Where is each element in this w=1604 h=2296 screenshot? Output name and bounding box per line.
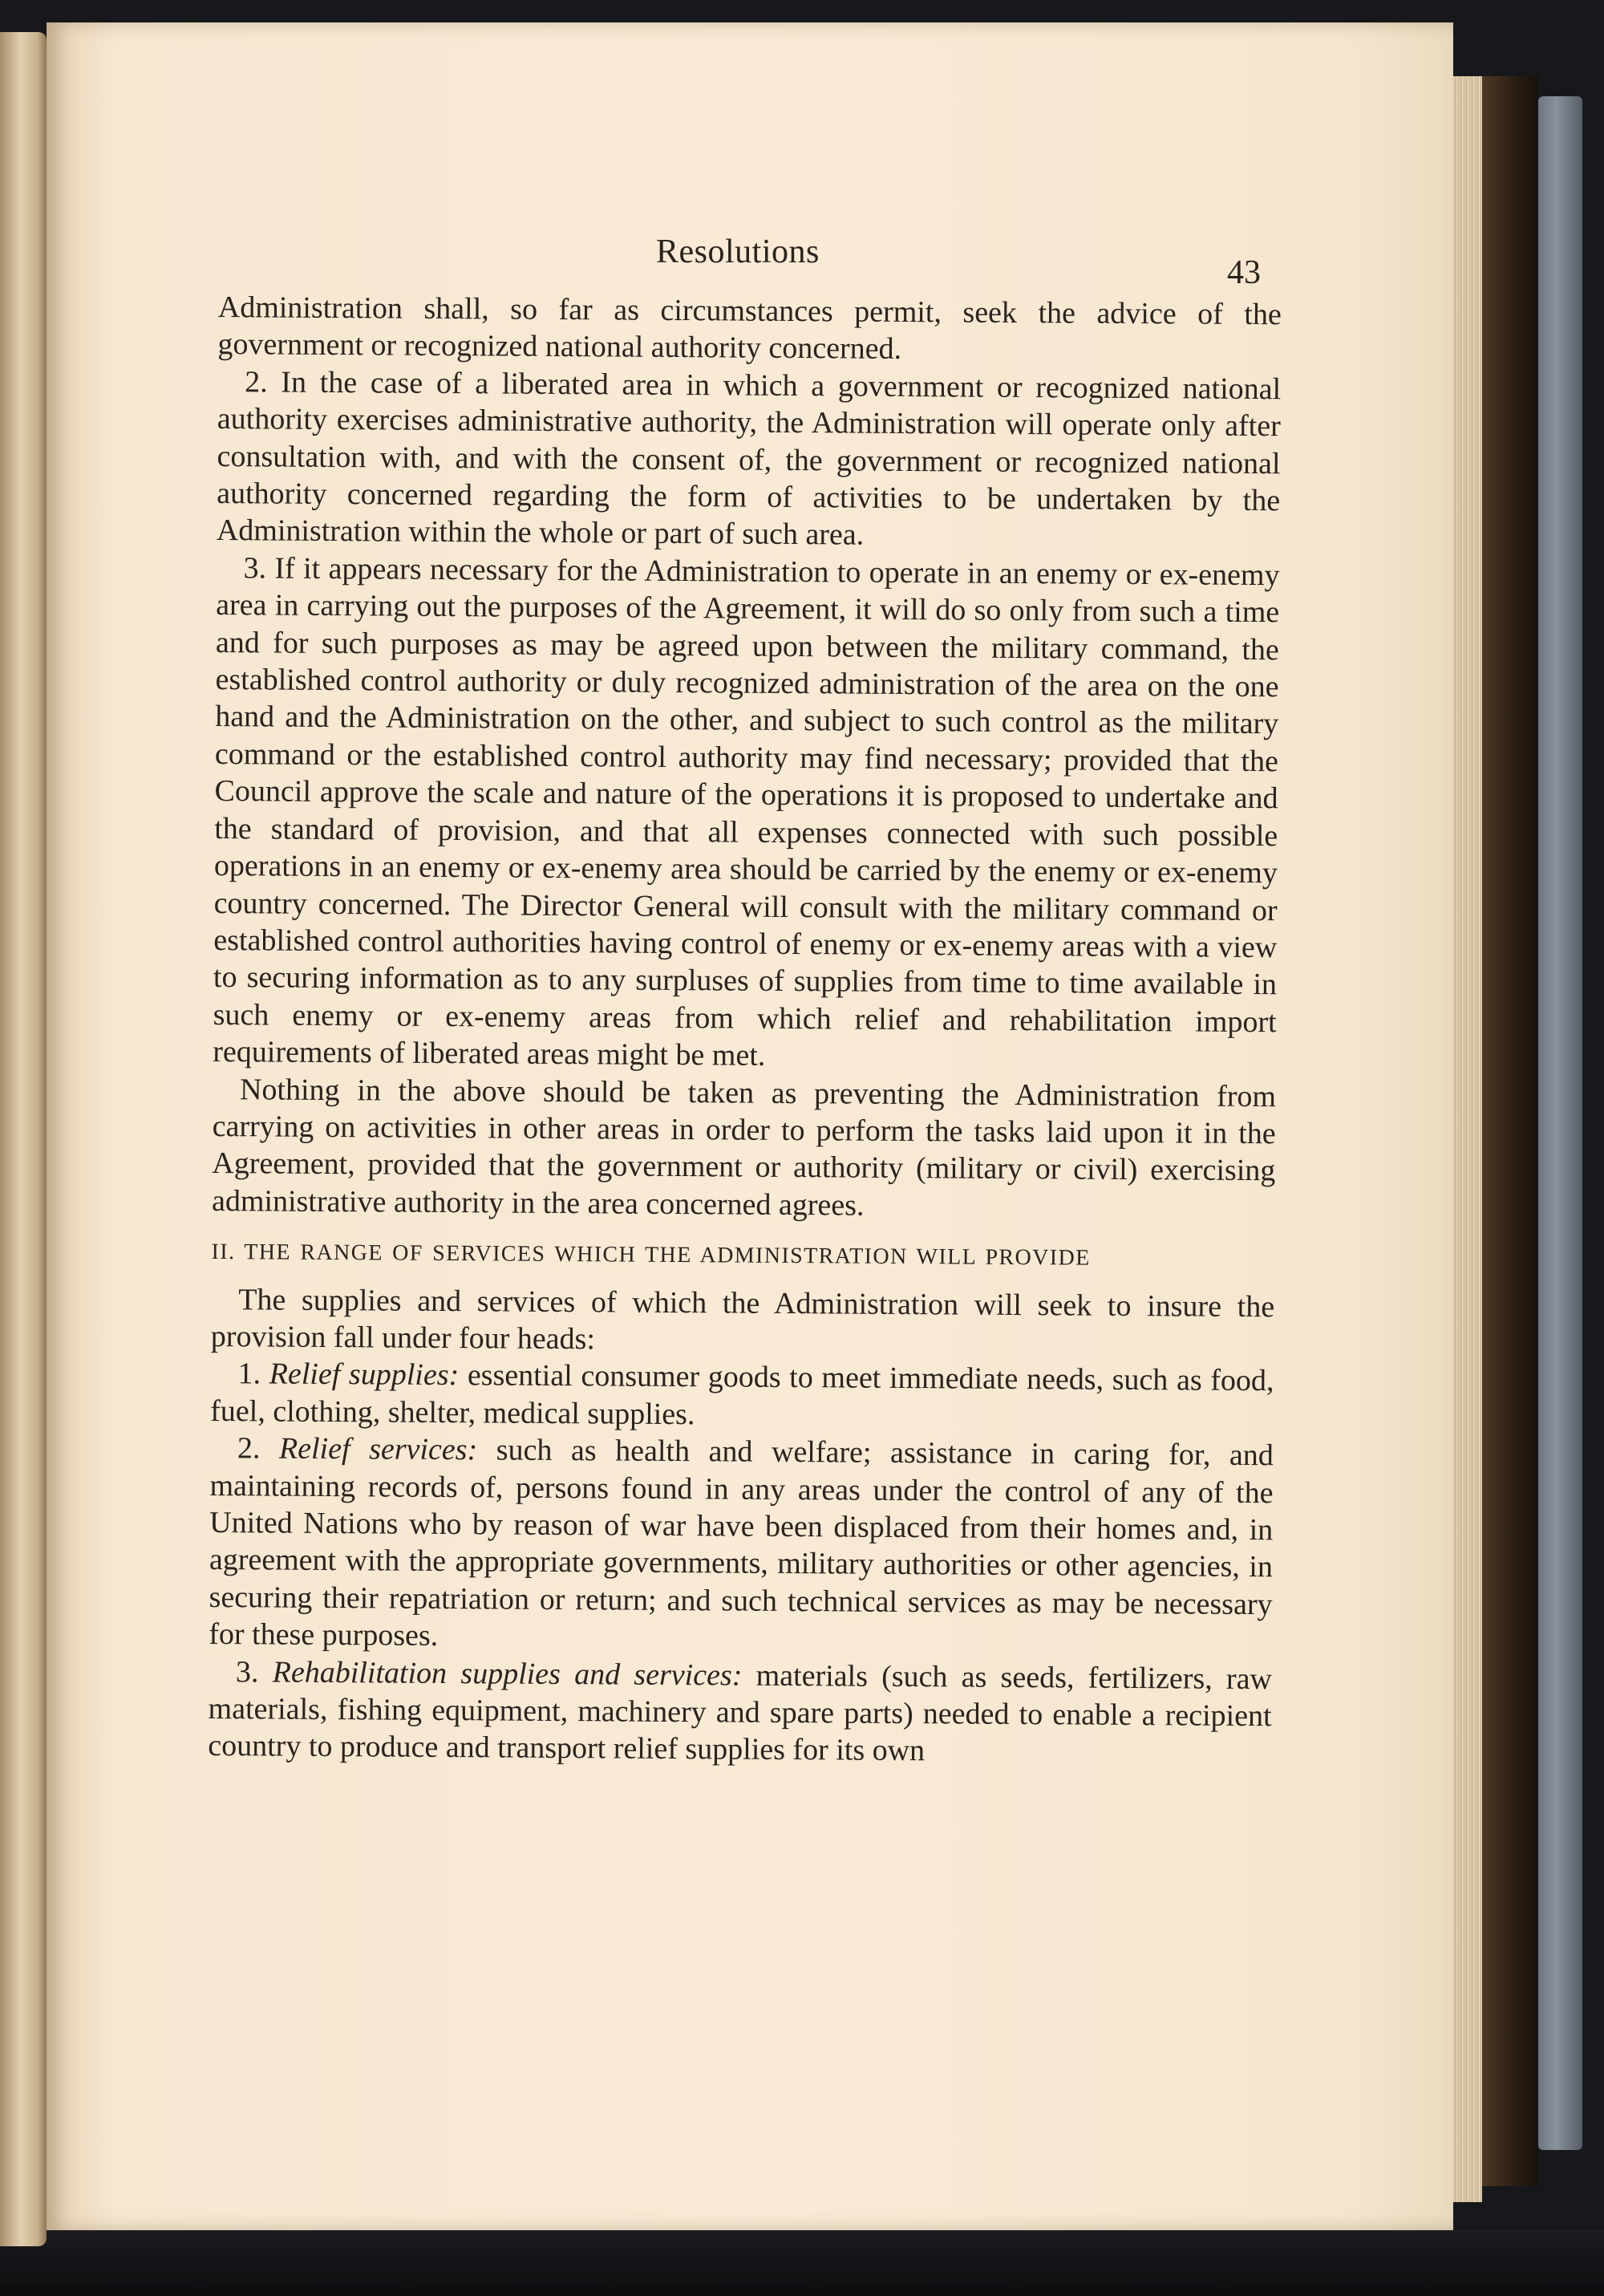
- paragraph-continuation: Administration shall, so far as circumstances permit, seek the advice of the government or recognized national authority concerned.: [217, 290, 1282, 367]
- book-page: [47, 22, 1453, 2230]
- paragraph-2: 2. In the case of a liberated area in which a government or recognized national authority exercises administrative authority, the Administration will operate only after consultation with, and with the consent of, the government or recognized national authority concerned regarding the form of activities to be undertaken by the Administration within the whole or part of such area.: [216, 365, 1282, 553]
- running-head: Resolutions: [656, 233, 820, 270]
- paragraph-nothing-above: Nothing in the above should be taken as preventing the Administration from carrying on activities in other areas in order to perform the tasks laid upon it in the Agreement, provided that the government or authority (military or civil) exercising administrative authority in the area concerned agrees.: [211, 1072, 1277, 1223]
- facing-page-edge: [0, 32, 47, 2246]
- page-stack-edge: [1453, 76, 1482, 2202]
- item-label: Relief services:: [278, 1431, 478, 1467]
- item-text: such as health and welfare; assistance in caring for, and maintaining records of, persons found in any areas under the control of any of the United Nations who by reason of war have been displaced from their homes and, in agreement with the appropriate governments, military authorities or other agencies, in securing their repatriation or return; and such technical services as may be necessary for these purposes.: [209, 1433, 1274, 1653]
- item-number: 3.: [235, 1654, 259, 1690]
- item-text: essential consumer goods to meet immediate needs, such as food, fuel, clothing, shelter, medical supplies.: [210, 1358, 1274, 1431]
- page-number: 43: [1227, 254, 1261, 291]
- table-surface: [0, 2230, 1604, 2296]
- section-heading: II. THE RANGE OF SERVICES WHICH THE ADMINISTRATION WILL PROVIDE: [211, 1239, 1091, 1271]
- list-item-relief-services: [209, 1430, 1274, 1661]
- list-item-rehabilitation: [208, 1653, 1272, 1772]
- paragraph-3: 3. If it appears necessary for the Administration to operate in an enemy or ex-enemy area in carrying out the purposes of the Agreement, it will do so only from such a time and for such purposes as may be agreed upon between the military command, the established control authority or duly recognized administration of the area on the one hand and the Administration on the other, and subject to such control as the military command or the established control authority may find necessary; provided that the Council approve the scale and nature of the operations it is proposed to undertake and the standard of provision, and that all expenses connected with such possible operations in an enemy or ex-enemy area should be carried by the enemy or ex-enemy country concerned. The Director General will consult with the military command or established control authorities having control of enemy or ex-enemy areas with a view to securing information as to any surpluses of supplies from time to time available in such enemy or ex-enemy areas from which relief and rehabilitation import requirements of liberated areas might be met.: [213, 551, 1280, 1073]
- item-text: materials (such as seeds, fertilizers, raw materials, fishing equipment, machinery and spare parts) needed to enable a recipient country to produce and transport relief supplies for its own: [208, 1658, 1273, 1768]
- item-number: 2.: [237, 1431, 261, 1466]
- book-spine: [1538, 96, 1582, 2150]
- list-item-relief-supplies: [210, 1355, 1274, 1437]
- page-body: [208, 289, 1282, 1772]
- book-cover: [1482, 76, 1538, 2186]
- item-label: Rehabilitation supplies and services:: [272, 1655, 743, 1693]
- item-label: Relief supplies:: [269, 1357, 460, 1393]
- paragraph-intro: The supplies and services of which the Administration will seek to insure the provision fall under four heads:: [210, 1282, 1275, 1357]
- item-number: 1.: [237, 1357, 261, 1391]
